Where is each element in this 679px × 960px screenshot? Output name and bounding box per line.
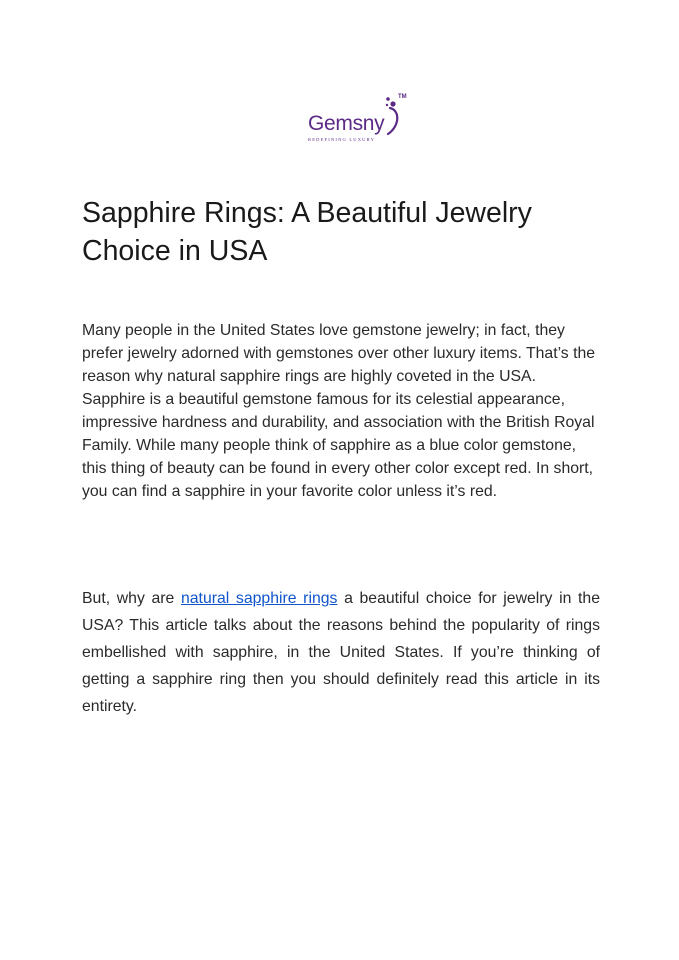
paragraph-2-intro: But, why are <box>82 590 181 607</box>
logo-brand-name: Gemsny <box>308 112 385 135</box>
logo-tagline: REDEFINING LUXURY <box>308 137 376 142</box>
gemsny-logo <box>300 92 420 148</box>
paragraph-2-body: a beautiful choice for jewelry in the USA? This article talks about the reasons behind the popularity of rings embellished with sapphire, in the United States. If you’re thinking of getting a sapphire ring then you should definitely read this article in its entirety. <box>82 590 600 715</box>
logo-trademark: TM <box>398 94 407 100</box>
article-title: Sapphire Rings: A Beautiful Jewelry Choice in USA <box>82 197 532 267</box>
article-paragraph-2 <box>82 585 600 720</box>
article-paragraph-1: Many people in the United States love gemstone jewelry; in fact, they prefer jewelry adorned with gemstones over other luxury items. That’s the reason why natural sapphire rings are highly coveted in the USA. Sapphire is a beautiful gemstone famous for its celestial appearance, impressive hardness and durability, and association with the British Royal Family. While many people think of sapphire as a blue color gemstone, this thing of beauty can be found in every other color except red. In short, you can find a sapphire in your favorite color unless it’s red. <box>82 322 596 500</box>
logo-swirl-icon <box>384 96 404 138</box>
natural-sapphire-rings-link[interactable]: natural sapphire rings <box>180 590 338 607</box>
